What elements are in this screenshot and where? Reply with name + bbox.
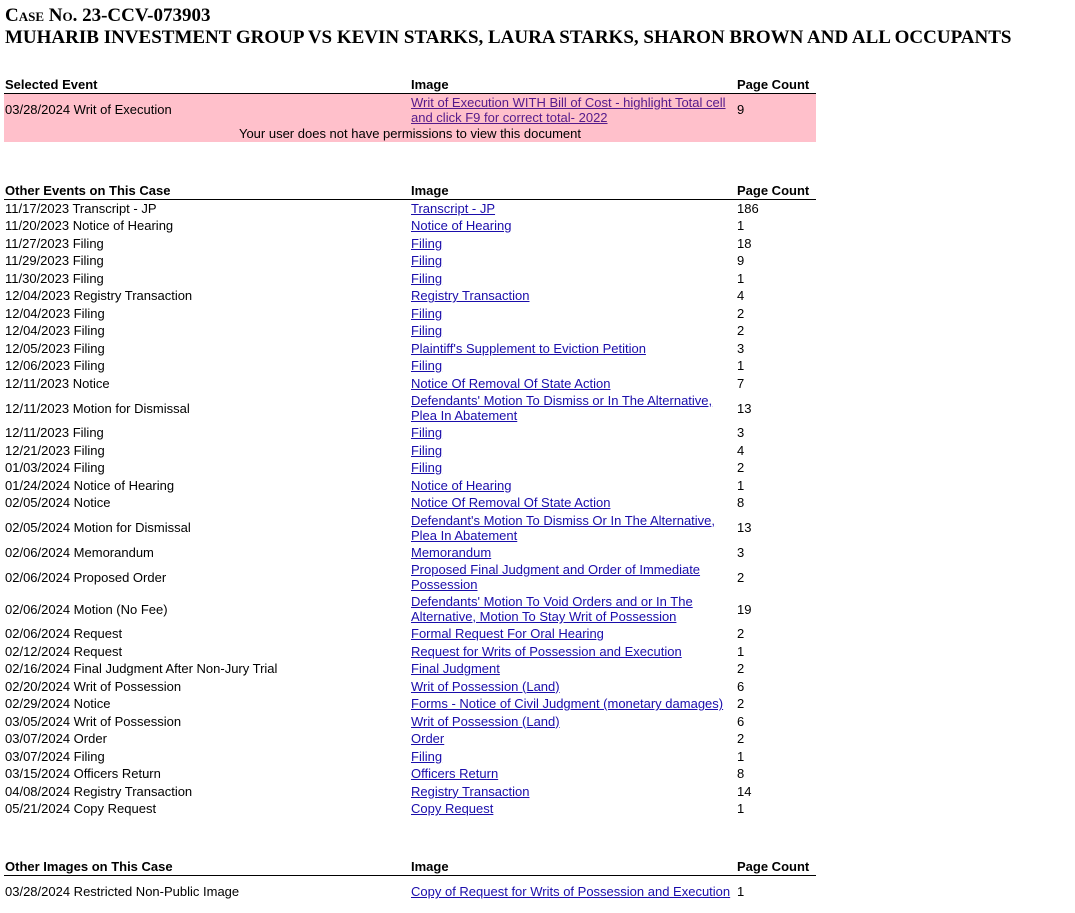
- page-count-cell: 4: [737, 442, 745, 458]
- image-cell: [410, 544, 736, 562]
- page-count-cell: 2: [737, 626, 745, 642]
- page-count-header: Page Count: [736, 76, 816, 94]
- event-cell: 02/05/2024 Notice: [5, 495, 111, 511]
- event-cell: 04/08/2024 Registry Transaction: [5, 783, 193, 799]
- image-cell: [410, 305, 736, 323]
- image-link[interactable]: Transcript - JP: [411, 201, 496, 216]
- image-link[interactable]: Filing: [411, 323, 443, 339]
- image-link[interactable]: Notice Of Removal Of State Action: [411, 375, 611, 391]
- image-link[interactable]: Notice of Hearing: [411, 218, 512, 234]
- table-row: [4, 783, 816, 801]
- image-link[interactable]: Filing: [411, 748, 443, 764]
- table-row: [4, 512, 816, 544]
- image-link[interactable]: Proposed Final Judgment and Order of Immediate Possession: [411, 562, 701, 592]
- event-cell: 05/21/2024 Copy Request: [5, 801, 157, 817]
- image-cell: [410, 593, 736, 625]
- page-count-cell: 3: [737, 425, 745, 441]
- page-count-cell: 13: [737, 520, 752, 535]
- image-link[interactable]: Writ of Possession (Land): [411, 713, 560, 729]
- other-events-body: [4, 200, 816, 818]
- selected-event-page-count: 9: [737, 102, 745, 118]
- event-cell: 01/03/2024 Filing: [5, 460, 105, 476]
- case-title: MUHARIB INVESTMENT GROUP VS KEVIN STARKS, LAURA STARKS, SHARON BROWN AND ALL OCCUPANTS: [5, 27, 1012, 48]
- image-cell: [410, 783, 736, 801]
- image-cell: [410, 200, 736, 218]
- page-count-cell: 2: [737, 323, 745, 339]
- image-header: Image: [410, 182, 736, 200]
- image-link[interactable]: Plaintiff's Supplement to Eviction Petition: [411, 340, 646, 356]
- page-count-cell: 3: [737, 544, 745, 560]
- selected-event-table: [4, 76, 816, 142]
- table-row: [4, 561, 816, 593]
- image-cell: [410, 235, 736, 253]
- image-cell: [410, 561, 736, 593]
- page-count-cell: 7: [737, 375, 745, 391]
- image-cell: [410, 494, 736, 512]
- page-count-cell: 6: [737, 713, 745, 729]
- image-link[interactable]: Filing: [411, 270, 443, 286]
- image-cell: [410, 477, 736, 495]
- table-row: [4, 800, 816, 818]
- image-cell: [410, 512, 736, 544]
- event-cell: 03/07/2024 Filing: [5, 748, 105, 764]
- table-row: [4, 678, 816, 696]
- case-number: Case No. 23-CCV-073903: [5, 5, 211, 26]
- page-count-cell: 2: [737, 569, 745, 585]
- table-row: [4, 459, 816, 477]
- table-row: [4, 713, 816, 731]
- image-link[interactable]: Filing: [411, 235, 443, 251]
- table-row: [4, 305, 816, 323]
- event-cell: 11/30/2023 Filing: [5, 270, 104, 286]
- selected-event-header: Selected Event: [4, 76, 410, 94]
- image-cell: [410, 252, 736, 270]
- page-count-cell: 2: [737, 460, 745, 476]
- image-cell: [410, 625, 736, 643]
- image-link[interactable]: Forms - Notice of Civil Judgment (monetary damages): [411, 696, 724, 712]
- event-cell: 11/29/2023 Filing: [5, 253, 104, 269]
- image-cell: [410, 765, 736, 783]
- image-link[interactable]: Final Judgment: [411, 661, 500, 677]
- event-cell: 02/05/2024 Motion for Dismissal: [5, 520, 191, 535]
- table-row: [4, 375, 816, 393]
- table-row: [4, 494, 816, 512]
- image-link[interactable]: Officers Return: [411, 766, 499, 782]
- table-row: [4, 730, 816, 748]
- event-cell: 12/21/2023 Filing: [5, 442, 105, 458]
- page-count-cell: 13: [737, 400, 752, 416]
- event-cell: 01/24/2024 Notice of Hearing: [5, 477, 175, 493]
- table-row: [4, 748, 816, 766]
- page-count-cell: 1: [737, 801, 745, 817]
- page-count-cell: 19: [737, 601, 752, 617]
- other-images-table: [4, 858, 816, 908]
- page-count-header: Page Count: [736, 858, 816, 876]
- event-cell: 03/07/2024 Order: [5, 731, 107, 747]
- page-count-cell: 1: [737, 884, 745, 900]
- event-cell: 12/06/2023 Filing: [5, 358, 105, 374]
- table-row: [4, 287, 816, 305]
- image-cell: [410, 459, 736, 477]
- table-row: [4, 544, 816, 562]
- page-count-cell: 2: [737, 661, 745, 677]
- table-row: [4, 593, 816, 625]
- image-cell: [410, 643, 736, 661]
- image-cell: [410, 322, 736, 340]
- image-link[interactable]: Filing: [411, 460, 443, 476]
- image-link[interactable]: Memorandum: [411, 544, 492, 560]
- image-link[interactable]: Registry Transaction: [411, 783, 530, 799]
- table-row: [4, 217, 816, 235]
- image-link[interactable]: Defendants' Motion To Void Orders and or In The Alternative, Motion To Stay Writ of Possession: [411, 594, 693, 624]
- table-row: [4, 235, 816, 253]
- table-row: [4, 357, 816, 375]
- event-cell: 12/04/2023 Registry Transaction: [5, 288, 193, 304]
- image-link[interactable]: Filing: [411, 253, 443, 269]
- image-cell: [410, 800, 736, 818]
- page-count-cell: 9: [737, 253, 745, 269]
- image-link[interactable]: Defendants' Motion To Dismiss or In The Alternative, Plea In Abatement: [411, 393, 713, 423]
- image-cell: [410, 442, 736, 460]
- image-header: Image: [410, 858, 736, 876]
- table-row: [4, 200, 816, 218]
- page-count-header: Page Count: [736, 182, 816, 200]
- permission-message: Your user does not have permissions to view this document: [238, 126, 582, 141]
- page-count-cell: 8: [737, 766, 745, 782]
- image-link[interactable]: Filing: [411, 425, 443, 441]
- event-cell: 11/27/2023 Filing: [5, 235, 104, 251]
- event-cell: 12/04/2023 Filing: [5, 323, 105, 339]
- image-link[interactable]: Defendant's Motion To Dismiss Or In The Alternative, Plea In Abatement: [411, 512, 716, 543]
- table-row: [4, 392, 816, 424]
- event-cell: 11/20/2023 Notice of Hearing: [5, 218, 174, 234]
- permission-row: [4, 126, 816, 142]
- image-cell: [410, 748, 736, 766]
- event-cell: 02/06/2024 Request: [5, 626, 123, 642]
- page-count-cell: 4: [737, 288, 745, 304]
- event-cell: 12/04/2023 Filing: [5, 305, 105, 321]
- image-link[interactable]: Filing: [411, 442, 443, 458]
- image-link[interactable]: Copy of Request for Writs of Possession and Execution: [411, 884, 731, 900]
- image-link[interactable]: Order: [411, 731, 445, 747]
- event-cell: 02/29/2024 Notice: [5, 696, 111, 712]
- event-cell: 12/11/2023 Filing: [5, 425, 104, 441]
- image-cell: [410, 660, 736, 678]
- other-events-table: [4, 182, 816, 818]
- table-row: [4, 876, 816, 908]
- table-row: [4, 424, 816, 442]
- table-row: [4, 695, 816, 713]
- page-count-cell: 2: [737, 305, 745, 321]
- image-cell: [410, 340, 736, 358]
- other-events-header: Other Events on This Case: [4, 182, 410, 200]
- page-count-cell: 1: [737, 477, 745, 493]
- image-link[interactable]: Request for Writs of Possession and Execution: [411, 643, 682, 659]
- event-cell: 12/11/2023 Motion for Dismissal: [5, 400, 190, 416]
- image-cell: [410, 392, 736, 424]
- image-link[interactable]: Writ of Possession (Land): [411, 678, 560, 694]
- page-count-cell: 2: [737, 696, 745, 712]
- image-cell: [410, 424, 736, 442]
- event-cell: 12/05/2023 Filing: [5, 340, 105, 356]
- event-cell: 02/06/2024 Memorandum: [5, 544, 154, 560]
- event-cell: 02/12/2024 Request: [5, 643, 123, 659]
- selected-event-image-link[interactable]: Writ of Execution WITH Bill of Cost - highlight Total cell and click F9 for correct total- 2022: [411, 94, 726, 125]
- selected-event-name: 03/28/2024 Writ of Execution: [5, 102, 172, 118]
- page-count-cell: 8: [737, 495, 745, 511]
- table-row: [4, 660, 816, 678]
- image-cell: [410, 876, 736, 908]
- image-cell: [410, 678, 736, 696]
- event-cell: 02/06/2024 Proposed Order: [5, 569, 167, 585]
- page-count-cell: 186: [737, 201, 759, 216]
- event-cell: 02/16/2024 Final Judgment After Non-Jury Trial: [5, 661, 278, 677]
- image-header: Image: [410, 76, 736, 94]
- table-row: [4, 442, 816, 460]
- table-row: [4, 252, 816, 270]
- event-cell: 02/06/2024 Motion (No Fee): [5, 601, 168, 617]
- image-cell: [410, 287, 736, 305]
- image-cell: [410, 713, 736, 731]
- image-link[interactable]: Filing: [411, 358, 443, 374]
- page-count-cell: 18: [737, 235, 752, 251]
- page-count-cell: 1: [737, 748, 745, 764]
- event-cell: 02/20/2024 Writ of Possession: [5, 678, 182, 694]
- event-cell: 03/28/2024 Restricted Non-Public Image: [5, 884, 240, 900]
- image-cell: [410, 357, 736, 375]
- image-link[interactable]: Filing: [411, 305, 443, 321]
- table-row: [4, 270, 816, 288]
- image-cell: [410, 217, 736, 235]
- event-cell: 03/05/2024 Writ of Possession: [5, 713, 182, 729]
- event-cell: 12/11/2023 Notice: [5, 375, 110, 391]
- image-link[interactable]: Formal Request For Oral Hearing: [411, 626, 604, 642]
- table-row: [4, 625, 816, 643]
- page-count-cell: 1: [737, 643, 745, 659]
- other-images-body: [4, 876, 816, 908]
- image-cell: [410, 270, 736, 288]
- case-header: [5, 5, 1070, 49]
- page-count-cell: 1: [737, 270, 745, 286]
- image-link[interactable]: Notice of Hearing: [411, 477, 512, 493]
- page-count-cell: 14: [737, 783, 752, 799]
- image-link[interactable]: Copy Request: [411, 801, 494, 817]
- selected-event-row: [4, 94, 816, 126]
- page-count-cell: 3: [737, 340, 745, 356]
- image-link[interactable]: Registry Transaction: [411, 288, 530, 304]
- page-count-cell: 2: [737, 731, 745, 747]
- table-row: [4, 643, 816, 661]
- page-count-cell: 6: [737, 678, 745, 694]
- image-link[interactable]: Notice Of Removal Of State Action: [411, 495, 611, 511]
- image-cell: [410, 730, 736, 748]
- page-count-cell: 1: [737, 358, 745, 374]
- image-cell: [410, 375, 736, 393]
- table-row: [4, 765, 816, 783]
- event-cell: 03/15/2024 Officers Return: [5, 766, 161, 782]
- other-images-header: Other Images on This Case: [4, 858, 410, 876]
- event-cell: 11/17/2023 Transcript - JP: [5, 201, 157, 216]
- page-count-cell: 1: [737, 218, 745, 234]
- table-row: [4, 477, 816, 495]
- image-cell: [410, 695, 736, 713]
- table-row: [4, 322, 816, 340]
- table-row: [4, 340, 816, 358]
